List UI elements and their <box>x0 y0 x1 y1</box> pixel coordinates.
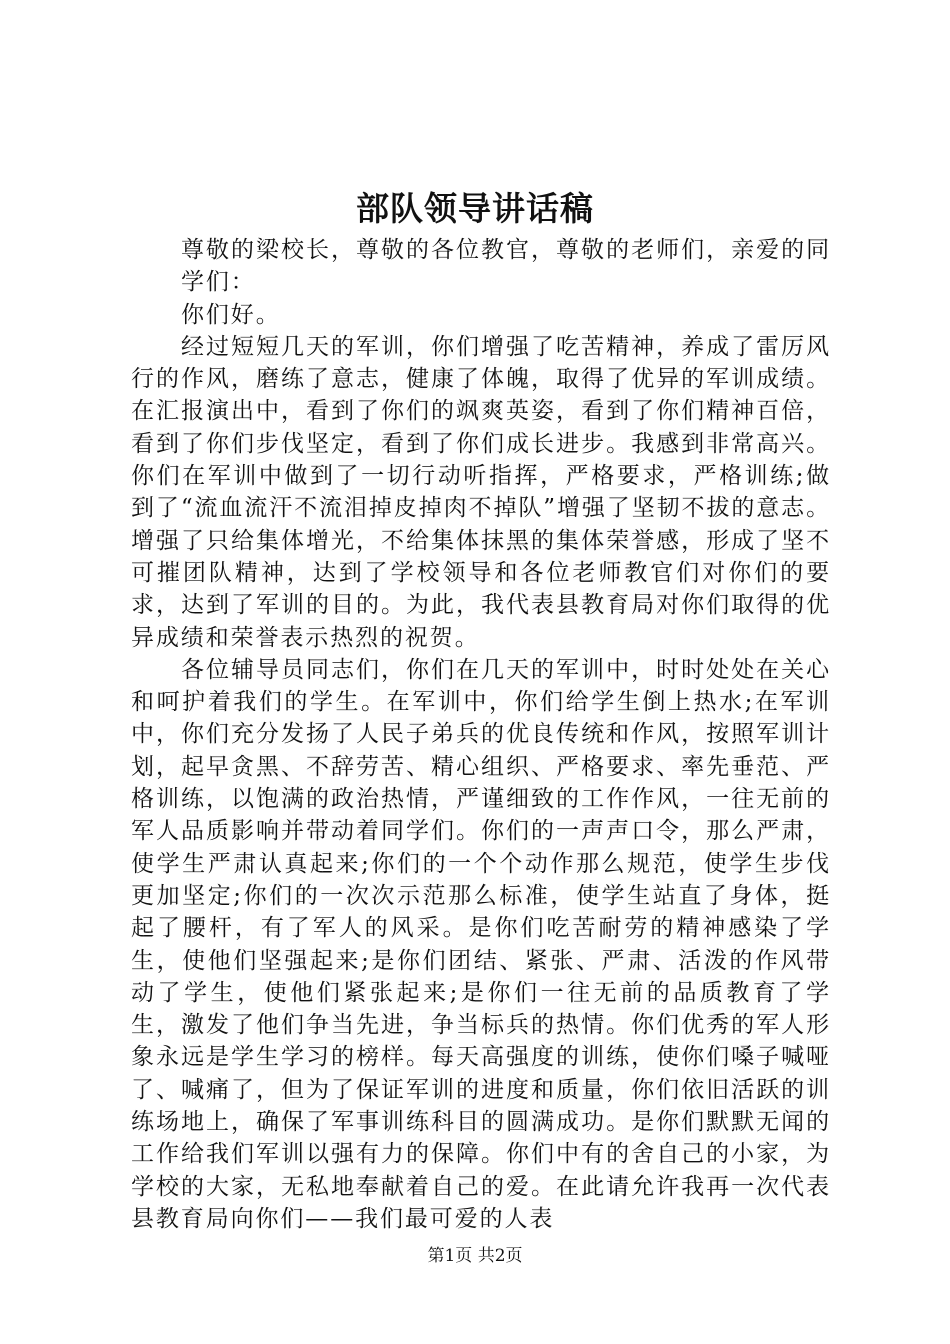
body-paragraph-1: 经过短短几天的军训，你们增强了吃苦精神，养成了雷厉风行的作风，磨练了意志，健康了体魄，取得了优异的军训成绩。在汇报演出中，看到了你们的飒爽英姿，看到了你们精神百倍，看到了你们步伐坚定，看到了你们成长进步。我感到非常高兴。你们在军训中做到了一切行动听指挥，严格要求，严格训练;做到了“流血流汗不流泪掉皮掉肉不掉队”增强了坚韧不拔的意志。增强了只给集体增光，不给集体抹黑的集体荣誉感，形成了坚不可摧团队精神，达到了学校领导和各位老师教官们对你们的要求，达到了军训的目的。为此，我代表县教育局对你们取得的优异成绩和荣誉表示热烈的祝贺。 <box>131 333 831 651</box>
document-body <box>131 234 831 1235</box>
page-footer: 第1页 共2页 <box>427 1246 523 1266</box>
greeting-paragraph: 你们好。 <box>181 301 281 328</box>
page-title: 部队领导讲话稿 <box>356 189 594 228</box>
body-paragraph-2: 各位辅导员同志们，你们在几天的军训中，时时处处在关心和呵护着我们的学生。在军训中，你们给学生倒上热水;在军训中，你们充分发扬了人民子弟兵的优良传统和作风，按照军训计划，起早贪黑、不辞劳苦、精心组织、严格要求、率先垂范、严格训练，以饱满的政治热情，严谨细致的工作作风，一往无前的军人品质影响并带动着同学们。你们的一声声口令，那么严肃，使学生严肃认真起来;你们的一个个动作那么规范，使学生步伐更加坚定;你们的一次次示范那么标准，使学生站直了身体，挺起了腰杆，有了军人的风采。是你们吃苦耐劳的精神感染了学生，使他们坚强起来;是你们团结、紧张、严肃、活泼的作风带动了学生，使他们紧张起来;是你们一往无前的品质教育了学生，激发了他们争当先进，争当标兵的热情。你们优秀的军人形象永远是学生学习的榜样。每天高强度的训练，使你们嗓子喊哑了、喊痛了，但为了保证军训的进度和质量，你们依旧活跃的训练场地上，确保了军事训练科目的圆满成功。是你们默默无闻的工作给我们军训以强有力的保障。你们中有的舍自己的小家，为学校的大家，无私地奉献着自己的爱。在此请允许我再一次代表县教育局向你们——我们最可爱的人表 <box>131 656 831 1232</box>
salutation-paragraph: 尊敬的梁校长，尊敬的各位教官，尊敬的老师们，亲爱的同学们： <box>181 237 831 296</box>
